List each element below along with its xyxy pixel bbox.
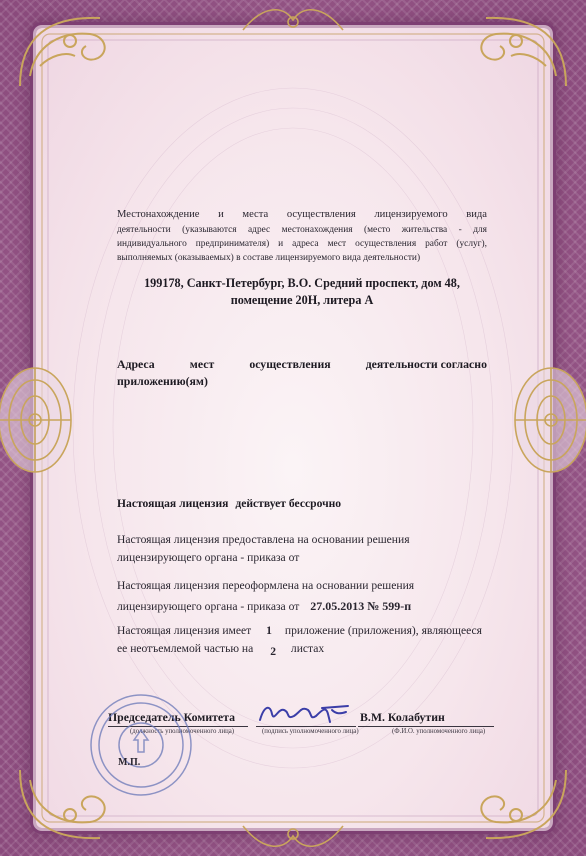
reissued-line-1: Настоящая лицензия переоформлена на основании решения bbox=[117, 579, 415, 592]
validity-line bbox=[117, 497, 487, 510]
reissued-block bbox=[117, 575, 487, 618]
address-heading bbox=[117, 207, 487, 265]
activity-places bbox=[117, 356, 487, 390]
granted-line-2: лицензирующего органа - приказа от bbox=[117, 551, 300, 564]
caption-fio: (Ф.И.О. уполномоченного лица) bbox=[392, 728, 486, 735]
validity-label: Настоящая лицензия bbox=[117, 497, 229, 510]
reissued-line-2-text: лицензирующего органа - приказа от bbox=[117, 600, 300, 613]
fio-underline bbox=[358, 726, 494, 727]
appendix-line-2-a: ее неотъемлемой частью на bbox=[117, 642, 254, 655]
granted-line-1: Настоящая лицензия предоставлена на основании решения bbox=[117, 533, 410, 546]
appendix-count: 1 bbox=[266, 624, 272, 637]
address-heading-line-4: выполняемых (оказываемых) в составе лицензируемого вида деятельности) bbox=[117, 252, 421, 263]
activity-places-word-2: мест bbox=[189, 357, 215, 371]
stamp-mark: М.П. bbox=[118, 757, 141, 768]
appendix-block bbox=[117, 620, 487, 660]
official-stamp bbox=[86, 690, 196, 800]
address-heading-line-2: деятельности (указываются адрес местонахождения (место жительства - для bbox=[117, 224, 487, 235]
signature-underline bbox=[256, 726, 356, 727]
reissued-line-2 bbox=[117, 595, 487, 618]
address-line-2: помещение 20Н, литера А bbox=[230, 292, 374, 307]
address-heading-line-3: индивидуального предпринимателя) и адреса мест осуществления работ (услуг), bbox=[117, 238, 487, 249]
address-heading-line-1: Местонахождение и места осуществления лицензируемого вида bbox=[117, 209, 487, 220]
activity-places-word-3: осуществления bbox=[249, 357, 331, 371]
appendix-line-1-a: Настоящая лицензия имеет bbox=[117, 624, 252, 637]
signer-title: Председатель Комитета bbox=[108, 710, 235, 724]
activity-places-line-2: приложению(ям) bbox=[117, 374, 208, 388]
signer-name: В.М. Колабутин bbox=[360, 710, 445, 724]
reissued-order: 27.05.2013 № 599-п bbox=[310, 599, 412, 613]
activity-places-word-1: Адреса bbox=[117, 357, 155, 371]
caption-signature: (подпись уполномоченного лица) bbox=[262, 728, 359, 735]
address-value bbox=[112, 275, 492, 308]
granted-block bbox=[117, 529, 487, 569]
validity-value: действует бессрочно bbox=[235, 497, 342, 510]
caption-position: (должность уполномоченного лица) bbox=[130, 728, 235, 735]
appendix-sheets: 2 bbox=[270, 645, 276, 658]
appendix-line-2-b: листах bbox=[290, 642, 325, 655]
appendix-line-1-b: приложение (приложения), являющееся bbox=[284, 624, 483, 637]
handwritten-signature bbox=[256, 700, 356, 728]
activity-places-word-4: деятельности согласно bbox=[365, 357, 487, 371]
address-line-1: 199178, Санкт-Петербург, В.О. Средний проспект, дом 48, bbox=[144, 276, 460, 290]
activity-places-line-1 bbox=[117, 356, 487, 373]
